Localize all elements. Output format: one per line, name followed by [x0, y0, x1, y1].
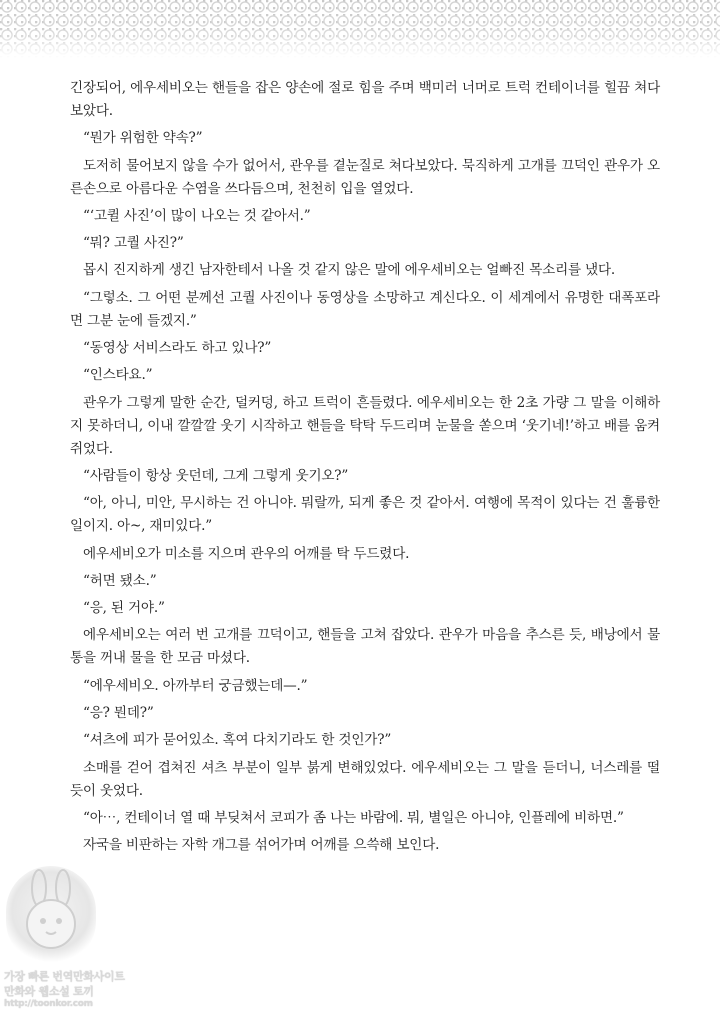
watermark-url: http://toonkor.com [4, 999, 93, 1009]
novel-text-body [70, 77, 660, 862]
site-watermark [0, 862, 175, 1013]
paragraph: “사람들이 항상 웃던데, 그게 그렇게 웃기오?” [83, 467, 349, 484]
paragraph: “그렇소. 그 어떤 분께선 고퀄 사진이나 동영상을 소망하고 계신다오. 이 세계에서 유명한 대폭포라면 그분 눈에 들겠지.” [70, 289, 660, 329]
paragraph: 에우세비오는 여러 번 고개를 끄덕이고, 핸들을 고쳐 잡았다. 관우가 마음을 추스른 듯, 배낭에서 물통을 꺼내 물을 한 모금 마셨다. [70, 627, 660, 667]
paragraph: 긴장되어, 에우세비오는 핸들을 잡은 양손에 절로 힘을 주며 백미러 너머로 트럭 컨테이너를 힐끔 쳐다보았다. [70, 80, 660, 119]
paragraph: “동영상 서비스라도 하고 있나?” [83, 340, 272, 357]
mascot-logo-icon [6, 866, 96, 966]
paragraph: 소매를 걷어 겹쳐진 셔츠 부분이 일부 붉게 변해있었다. 에우세비오는 그 말을 듣더니, 너스레를 떨듯이 웃었다. [70, 759, 660, 799]
paragraph: 관우가 그렇게 말한 순간, 덜커덩, 하고 트럭이 흔들렸다. 에우세비오는 한 2초 가량 그 말을 이해하지 못하더니, 이내 깔깔깔 웃기 시작하고 핸들을 탁탁 두드리며 눈물을 쏟으며 ‘웃기네!’하고 배를 움켜쥐었다. [70, 394, 660, 457]
paragraph: “응? 뭔데?” [83, 705, 154, 722]
watermark-line-2: 만화와 웹소설 토끼 [4, 985, 94, 998]
paragraph: “에우세비오. 아까부터 궁금했는데—.” [83, 677, 308, 694]
paragraph: 자국을 비판하는 자학 개그를 섞어가며 어깨를 으쓱해 보인다. [83, 837, 440, 854]
paragraph: “응, 된 거야.” [83, 600, 165, 617]
rabbit-mascot-icon [6, 866, 96, 966]
paragraph: “셔츠에 피가 묻어있소. 혹여 다치기라도 한 것인가?” [83, 732, 392, 749]
paragraph: 몹시 진지하게 생긴 남자한테서 나올 것 같지 않은 말에 에우세비오는 얼빠진 목소리를 냈다. [83, 262, 616, 279]
paragraph: “허면 됐소.” [83, 572, 157, 589]
paragraph: “인스타요.” [83, 367, 153, 384]
watermark-line-1: 가장 빠른 번역만화사이트 [4, 970, 125, 983]
paragraph: 에우세비오가 미소를 지으며 관우의 어깨를 탁 두드렸다. [83, 545, 410, 562]
paragraph: “뭔가 위험한 약속?” [83, 130, 203, 147]
paragraph: “‘고퀼 사진’이 많이 나오는 것 같아서.” [83, 207, 311, 224]
decorative-dotted-border [0, 0, 720, 58]
paragraph: 도저히 물어보지 않을 수가 없어서, 관우를 곁눈질로 쳐다보았다. 묵직하게 고개를 끄덕인 관우가 오른손으로 아름다운 수염을 쓰다듬으며, 천천히 입을 열었다. [70, 157, 660, 197]
paragraph: “아, 아니, 미안, 무시하는 건 아니야. 뭐랄까, 되게 좋은 것 같아서. 여행에 목적이 있다는 건 훌륭한 일이지. 아~, 재미있다.” [70, 495, 660, 535]
paragraph: “아⋯, 컨테이너 열 때 부딪쳐서 코피가 좀 나는 바람에. 뭐, 별일은 아니야, 인플레에 비하면.” [83, 809, 624, 826]
paragraph: “뭐? 고퀄 사진?” [83, 235, 184, 252]
